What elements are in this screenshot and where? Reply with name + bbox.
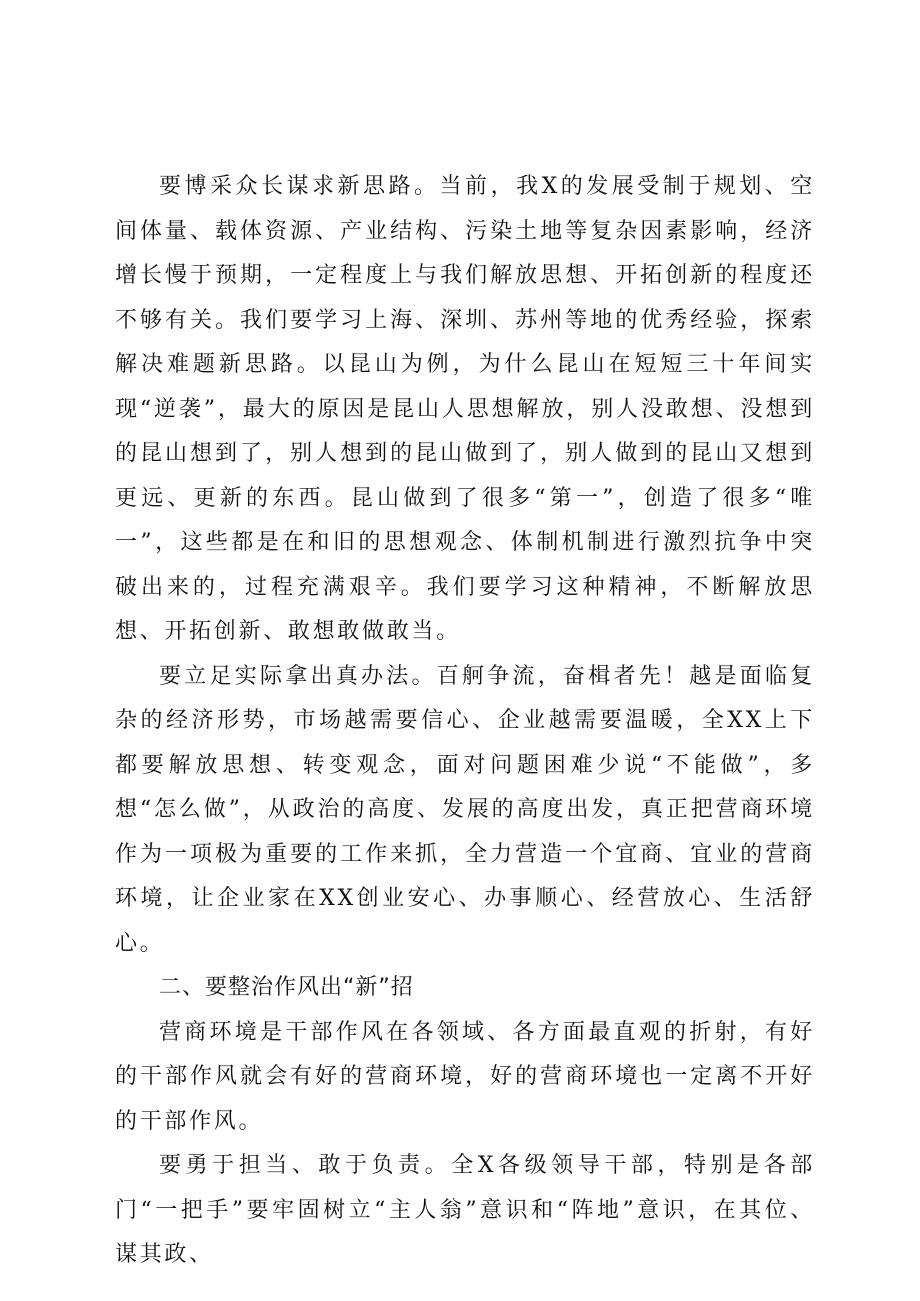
paragraph-4: 要勇于担当、敢于负责。全X各级领导干部，特别是各部门“一把手”要牢固树立“主人翁”意识和“阵地”意识，在其位、谋其政、 <box>115 1153 815 1267</box>
paragraph-1: 要博采众长谋求新思路。当前，我X的发展受制于规划、空间体量、载体资源、产业结构、污染土地等复杂因素影响，经济增长慢于预期，一定程度上与我们解放思想、开拓创新的程度还不够有关。我们要学习上海、深圳、苏州等地的优秀经验，探索解决难题新思路。以昆山为例，为什么昆山在短短三十年间实现“逆袭”，最大的原因是昆山人思想解放，别人没敢想、没想到的昆山想到了，别人想到的昆山做到了，别人做到的昆山又想到更远、更新的东西。昆山做到了很多“第一”，创造了很多“唯一”，这些都是在和旧的思想观念、体制机制进行激烈抗争中突破出来的，过程充满艰辛。我们要学习这种精神，不断解放思想、开拓创新、敢想敢做敢当。 <box>115 174 815 644</box>
paragraph-2: 要立足实际拿出真办法。百舸争流，奋楫者先！越是面临复杂的经济形势，市场越需要信心、企业越需要温暖，全XX上下都要解放思想、转变观念，面对问题困难少说“不能做”，多想“怎么做”，从政治的高度、发展的高度出发，真正把营商环境作为一项极为重要的工作来抓，全力营造一个宜商、宜业的营商环境，让企业家在XX创业安心、办事顺心、经营放心、生活舒心。 <box>115 663 815 956</box>
section-heading: 二、要整治作风出“新”招 <box>159 975 414 1000</box>
paragraph-3: 营商环境是干部作风在各领域、各方面最直观的折射，有好的干部作风就会有好的营商环境，好的营商环境也一定离不开好的干部作风。 <box>115 1019 815 1134</box>
document-page <box>115 165 815 1278</box>
